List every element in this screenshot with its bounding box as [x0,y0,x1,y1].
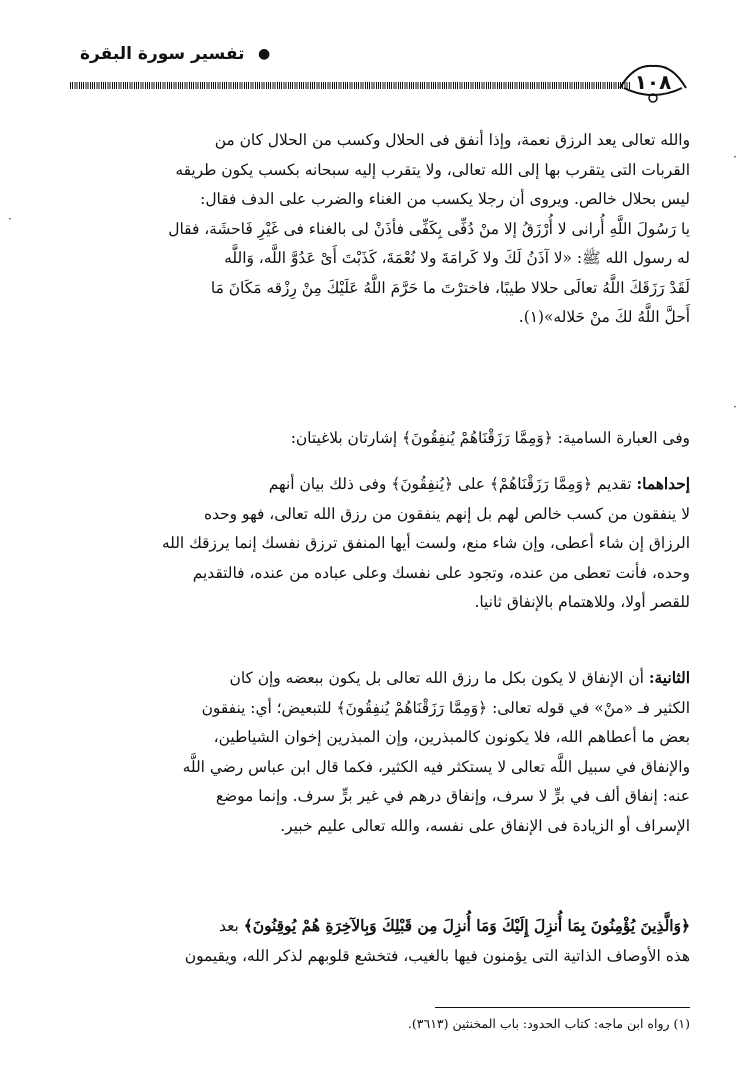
text-line: أَحلَّ اللَّهُ لكَ منْ حَلاله»(١). [518,308,690,326]
text-line-with-verse [76,912,690,942]
footnote-separator [435,1007,690,1008]
scan-mark: · [733,150,737,164]
paragraph-4 [76,664,690,841]
quran-verse: ﴿وَالَّذِينَ يُؤْمِنُونَ بِمَا أُنزِلَ إِلَيْكَ وَمَا أُنزِلَ مِن قَبْلِكَ وَبِالآخِرَةِ هُمْ يُوقِنُونَ﴾ [243,917,690,935]
text-line: للقصر أولا، وللاهتمام بالإنفاق ثانيا. [474,593,690,611]
text-line: وفى العبارة السامية: ﴿وَمِمَّا رَزَقْنَاهُمْ يُنفِقُونَ﴾ إشارتان بلاغيتان: [290,429,690,447]
text-line: بعض ما أعطاهم الله، فلا يكونون كالمبذرين، وإن المبذرين إخوان الشياطين، [213,728,690,746]
text-line: بعد [219,917,239,935]
header-rule [70,82,630,89]
paragraph-3 [76,470,690,618]
paragraph-2 [76,424,690,454]
text-line: الإسراف أو الزيادة فى الإنفاق على نفسه، والله تعالى عليم خبير. [280,816,690,835]
scan-mark: · [733,400,737,414]
text-line: له رسول الله ﷺ: «لا آذَنُ لَكَ ولا كَرامَةَ ولا نُعْمَةَ، كَذَبْتَ أَىْ عَدُوَّ اللَّه، وَاللَّه [224,249,690,267]
text-line: عنه: إنفاق ألف في برٍّ لا سرف، وإنفاق درهم في غير برٍّ سرف. وإنما موضع [215,787,690,805]
paragraph-1 [76,126,690,333]
running-header-title: تفسير سورة البقرة [80,44,245,64]
text-line-with-lead [76,664,690,694]
header-ornament-icon: ● [258,46,271,62]
text-line: تقديم ﴿وَمِمَّا رَزَقْنَاهُمْ﴾ على ﴿يُنفِقُونَ﴾ وفى ذلك بيان أنهم [268,475,632,493]
text-line: وحده، فأنت تعطى من عنده، وتجود على نفسك وعلى عباده من عنده، فالتقديم [192,563,690,582]
paragraph-5 [76,912,690,971]
page-number: ١٠٨ [634,70,672,94]
text-line: هذه الأوصاف الذاتية التى يؤمنون فيها بالغيب، فتخشع قلوبهم لذكر الله، ويقيمون [184,946,690,965]
text-line: والإنفاق في سبيل اللَّه تعالى لا يستكثر فيه الكثير، فكما قال ابن عباس رضي اللَّه [182,757,690,776]
paragraph-lead: إحداهما: [636,475,690,493]
scan-mark: · [8,212,12,226]
text-line: أن الإنفاق لا يكون بكل ما رزق الله تعالى بل يكون ببعضه وإن كان [229,669,644,687]
text-line: ليس بحلال خالص. ويروى أن رجلا يكسب من الغناء والضرب على الدف فقال: [200,190,690,208]
text-line-with-lead [76,470,690,500]
text-line: يا رَسُولَ اللَّهِ أُرانى لا أُرْزَقُ إلا منْ دُفِّى بِكَفِّى فأذَنْ لى بالغناء فى غَيْرِ فَاحشَة، فقال [168,219,690,238]
text-line: لا ينفقون من كسب خالص لهم بل إنهم ينفقون من رزق الله تعالى، فهو وحده [204,504,690,523]
text-line: لَقَدْ رَزَقَكَ اللَّهُ تعالَى حلالا طيبًا، فاخترْتَ ما حَرَّمَ اللَّهُ عَلَيْكَ مِنْ رِزْقه مَكَانَ مَا [210,278,690,297]
text-line: الرزاق إن شاء أعطى، وإن شاء منع، ولست أيها المنفق ترزق نفسك إنما يرزقك الله [161,534,690,552]
text-line: الكثير فـ «منْ» في قوله تعالى: ﴿وَمِمَّا رَزَقْنَاهُمْ يُنفِقُونَ﴾ للتبعيض؛ أي: ينفقون [201,698,690,717]
footnote: (١) رواه ابن ماجه: كتاب الحدود: باب المخنثين (٣٦١٣). [407,1016,690,1031]
paragraph-lead: الثانية: [648,669,690,687]
text-line: والله تعالى يعد الرزق نعمة، وإذا أنفق فى الحلال وكسب من الحلال كان من [214,131,690,149]
text-line: القربات التى يتقرب بها إلى الله تعالى، ولا يتقرب إليه سبحانه بكسب يكون طريقه [175,160,690,179]
